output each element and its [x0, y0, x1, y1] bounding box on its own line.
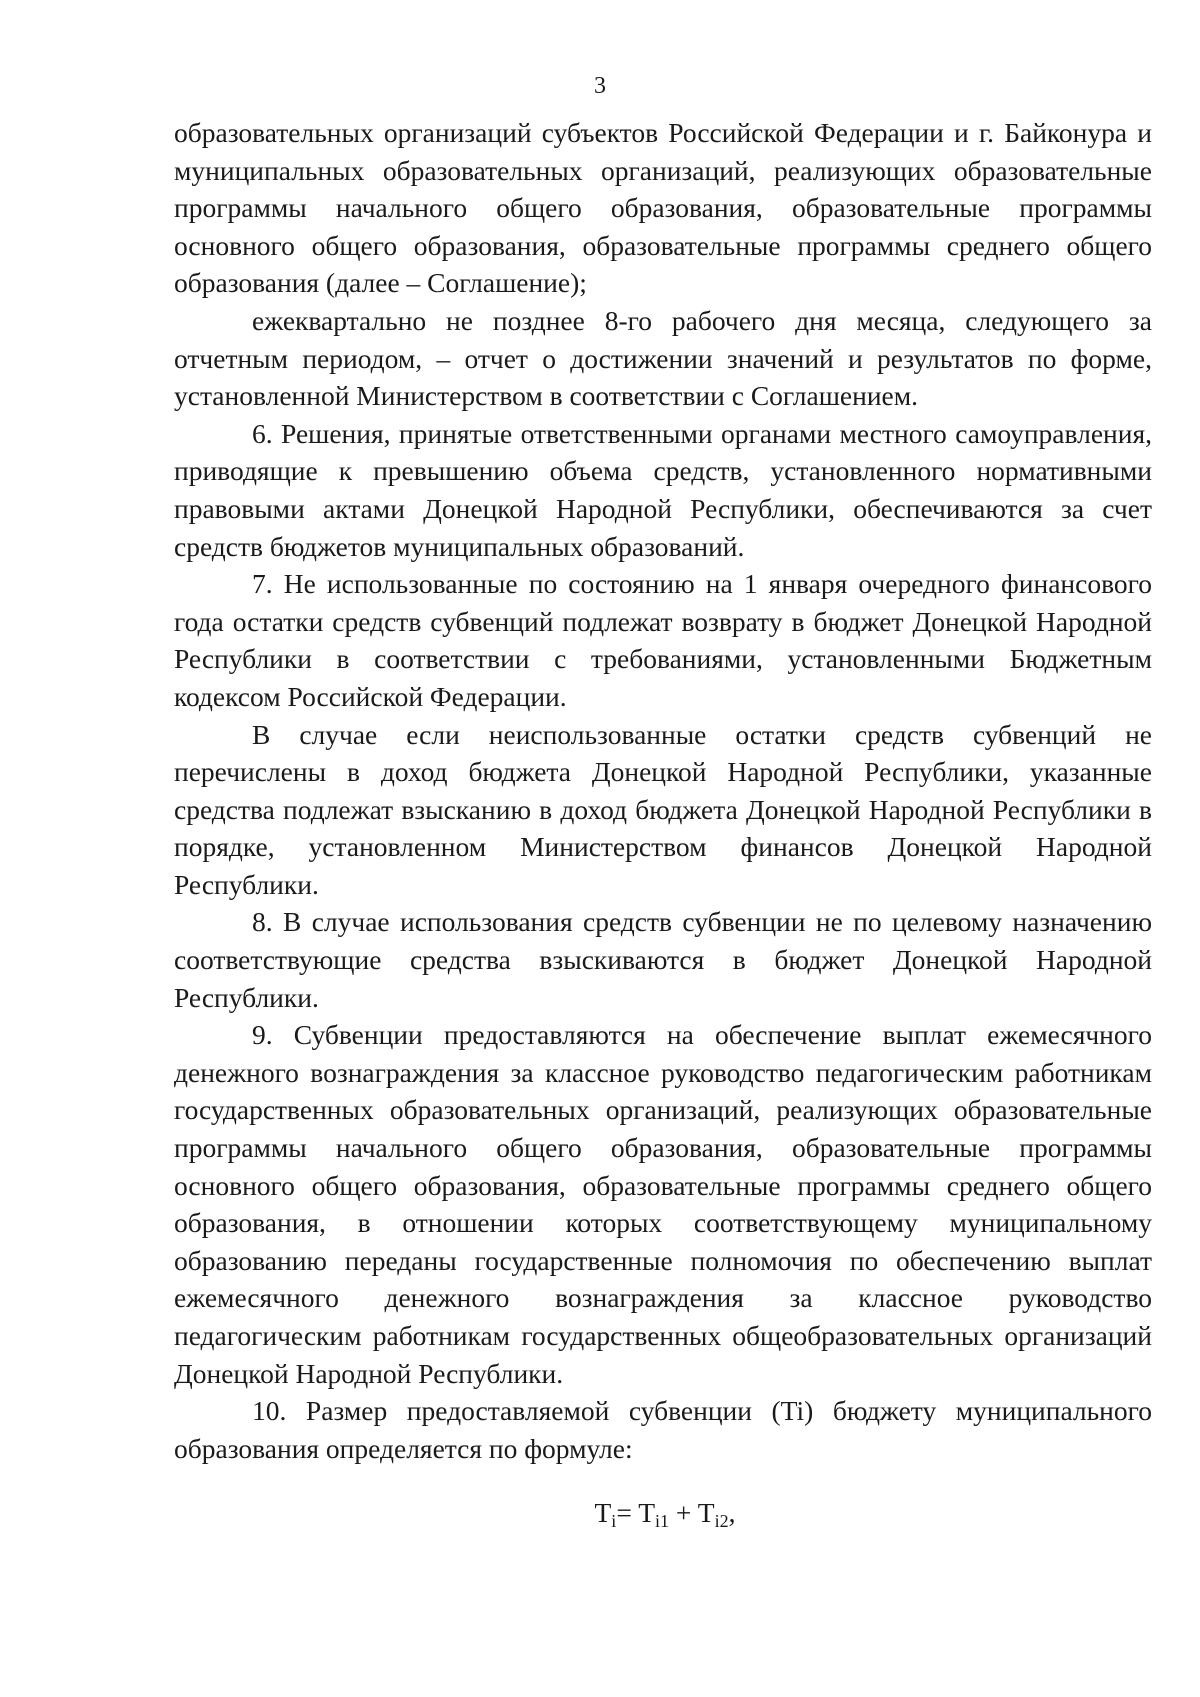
formula-equals: =	[616, 1497, 639, 1528]
paragraph-item-10: 10. Размер предоставляемой субвенции (Ti) бюджету муниципального образования определяется по формуле:	[174, 1395, 1152, 1464]
formula-term2: T	[697, 1497, 715, 1528]
formula-plus: +	[669, 1497, 698, 1528]
paragraph-item-8: 8. В случае использования средств субвенции не по целевому назначению соответствующие средства взыскиваются в бюджет Донецкой Народной Республики.	[174, 906, 1152, 1013]
formula-lhs-sub: i	[611, 1511, 617, 1531]
formula	[0, 1496, 1200, 1530]
paragraph-item-9: 9. Субвенции предоставляются на обеспечение выплат ежемесячного денежного вознаграждения за классное руководство педагогическим работникам государственных образовательных организаций, реализующих образовательные программы начального общего образования, образовательные программы основного общего образования, образовательные программы среднего общего образования, в отношении которых соответствующему муниципальному образованию переданы государственные полномочия по обеспечению выплат ежемесячного денежного вознаграждения за классное руководство педагогическим работникам государственных общеобразовательных организаций Донецкой Народной Республики.	[174, 1019, 1152, 1389]
formula-term1-sub: i1	[655, 1511, 670, 1531]
paragraph-1: образовательных организаций субъектов Российской Федерации и г. Байконура и муниципальных образовательных организаций, реализующих образовательные программы начального общего образования, образовательные программы основного общего образования, образовательные программы среднего общего образования (далее – Соглашение);	[174, 117, 1152, 299]
paragraph-2: ежеквартально не позднее 8-го рабочего дня месяца, следующего за отчетным периодом, – отчет о достижении значений и результатов по форме, установленной Министерством в соответствии с Соглашением.	[174, 304, 1152, 412]
document-body	[174, 114, 1152, 1467]
page-number: 3	[594, 73, 606, 99]
paragraph-item-6: 6. Решения, принятые ответственными органами местного самоуправления, приводящие к превышению объема средств, установленного нормативными правовыми актами Донецкой Народной Республики, обеспечиваются за счет средств бюджетов муниципальных образований.	[174, 417, 1152, 562]
paragraph-item-7: 7. Не использованные по состоянию на 1 января очередного финансового года остатки средств субвенций подлежат возврату в бюджет Донецкой Народной Республики в соответствии с требованиями, установленными Бюджетным кодексом Российской Федерации.	[174, 568, 1152, 712]
formula-tail: ,	[728, 1497, 736, 1528]
formula-lhs: T	[594, 1497, 612, 1528]
formula-term1: T	[638, 1497, 656, 1528]
paragraph-item-7-cont: В случае если неиспользованные остатки средств субвенций не перечислены в доход бюджета Донецкой Народной Республики, указанные средства подлежат взысканию в доход бюджета Донецкой Народной Республики в порядке, установленном Министерством финансов Донецкой Народной Республики.	[174, 718, 1152, 900]
formula-term2-sub: i2	[714, 1511, 729, 1531]
